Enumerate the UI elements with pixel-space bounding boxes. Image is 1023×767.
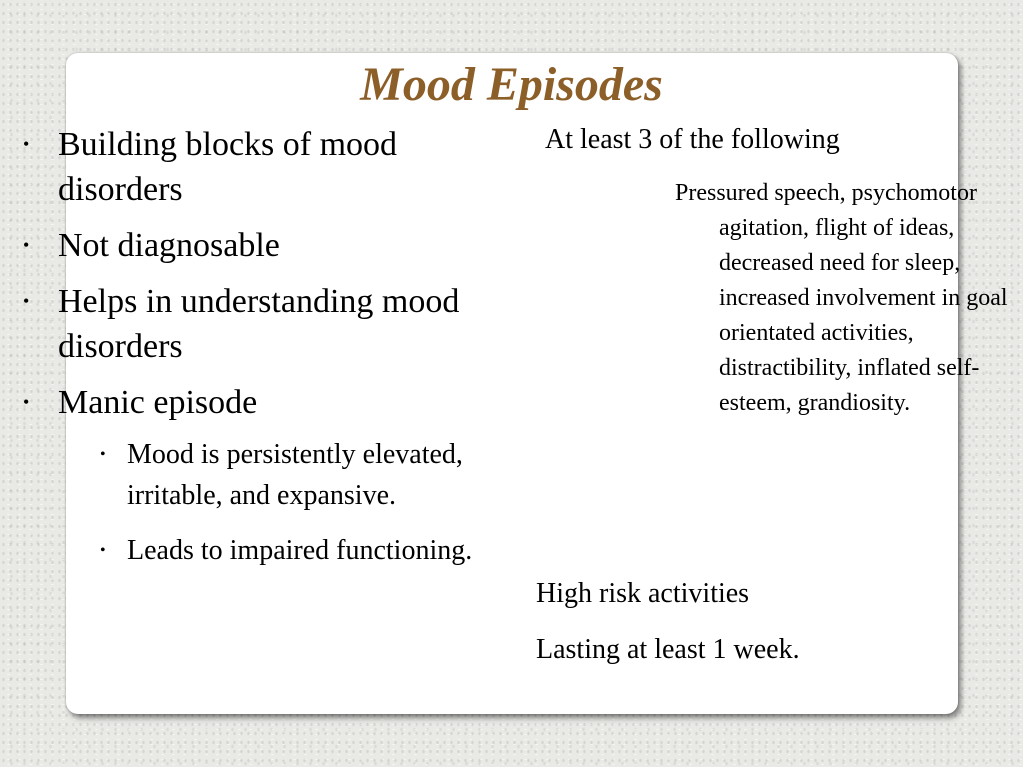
bullet-text: Building blocks of mood disorders xyxy=(58,126,398,208)
bullet-text: Helps in understanding mood disorders xyxy=(58,283,460,365)
sub-bullet-text: Mood is persistently elevated, irritable, and expansive. xyxy=(127,439,463,511)
left-column xyxy=(0,122,500,585)
duration-criterion: Lasting at least 1 week. xyxy=(536,634,800,665)
bullet-manic-episode xyxy=(0,380,500,571)
sub-bullet-text: Leads to impaired functioning. xyxy=(127,535,473,566)
bullet-not-diagnosable xyxy=(0,223,500,268)
criteria-heading: At least 3 of the following xyxy=(545,124,840,155)
bullet-marker: • xyxy=(23,235,30,255)
bullet-text: Not diagnosable xyxy=(58,227,280,264)
manic-sub-list xyxy=(58,434,500,571)
bullet-marker: • xyxy=(23,392,30,412)
bullet-helps-understanding xyxy=(0,279,500,369)
bullet-marker: • xyxy=(23,291,30,311)
bullet-building-blocks xyxy=(0,122,500,212)
bullet-text: Manic episode xyxy=(58,384,258,421)
sub-bullet-mood xyxy=(0,434,500,516)
bullet-marker: • xyxy=(23,134,30,154)
slide-title: Mood Episodes xyxy=(360,58,663,111)
sub-bullet-marker: • xyxy=(100,542,106,559)
sub-bullet-impaired xyxy=(0,530,500,571)
criteria-list: Pressured speech, psychomotor agitation, flight of ideas, decreased need for sleep, increased involvement in goal orientated activities, distractibility, inflated self-esteem, grandiosity. xyxy=(675,180,1008,416)
high-risk-activities: High risk activities xyxy=(536,578,750,609)
main-bullet-list xyxy=(0,122,500,571)
sub-bullet-marker: • xyxy=(100,446,106,463)
